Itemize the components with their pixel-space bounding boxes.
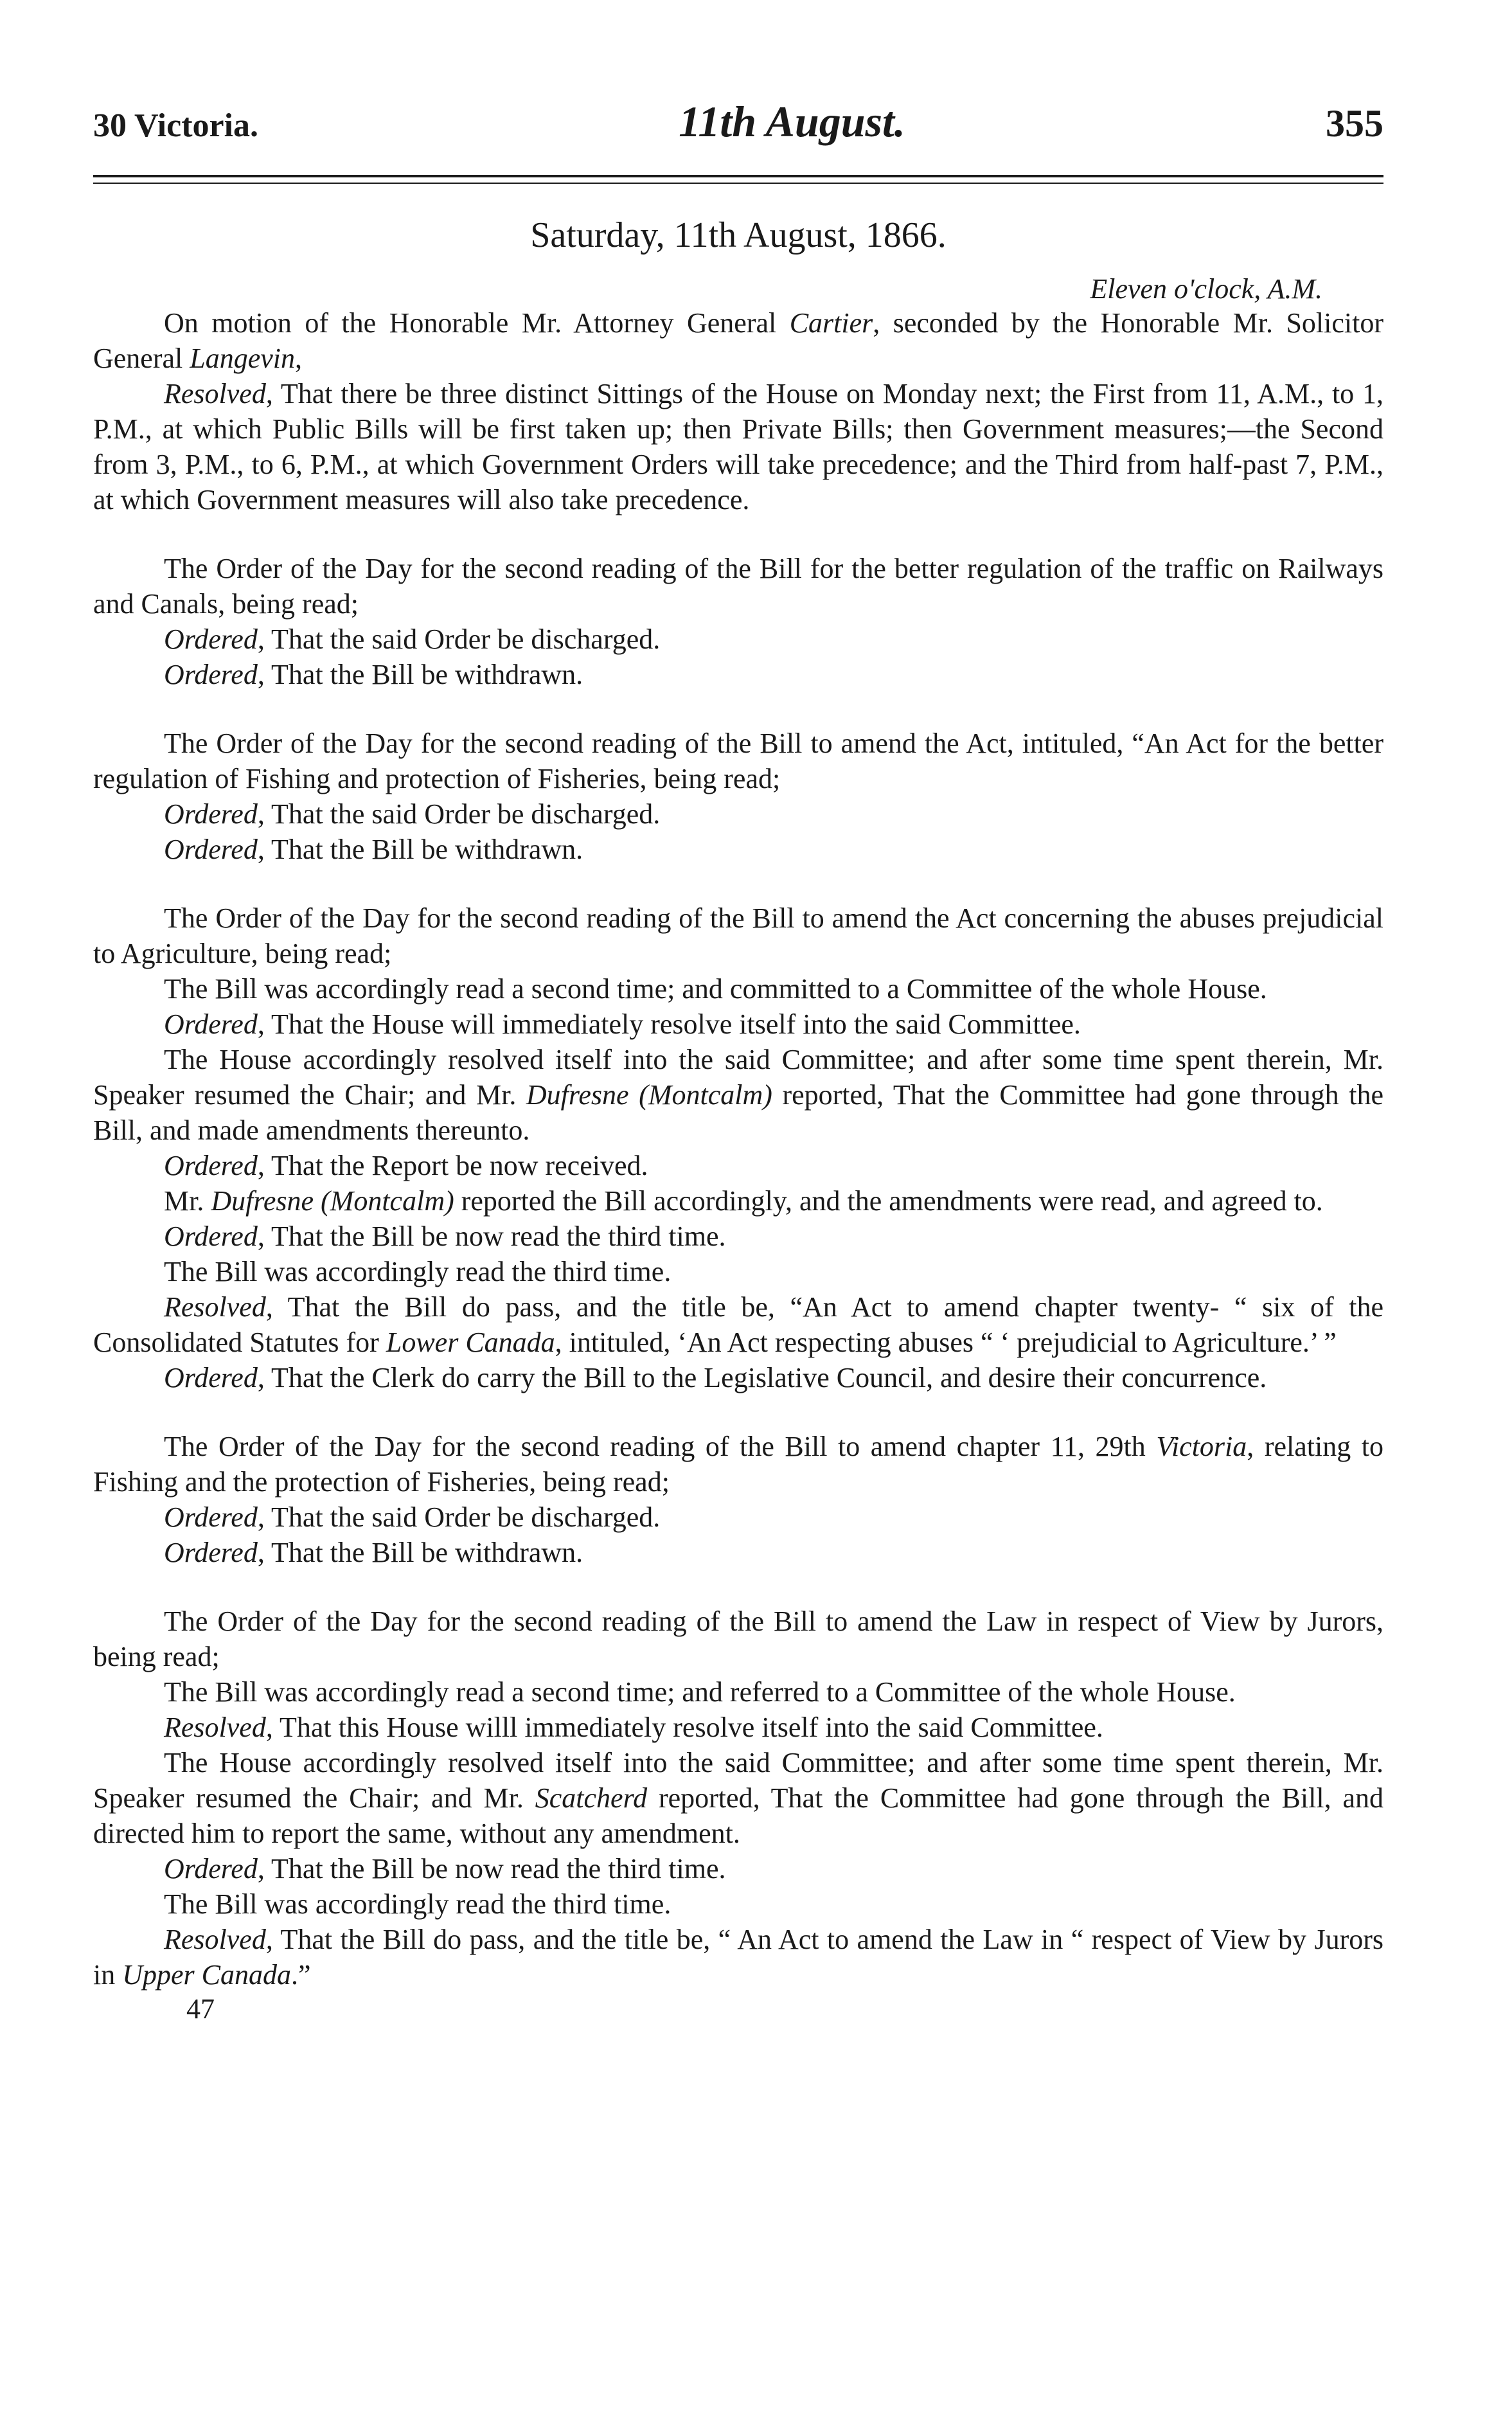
text-run: , That the Bill do pass, and the title be, “ An Act to amend the Law in “ respect of View by Jurors in	[93, 1924, 1383, 1991]
text-run: The Bill was accordingly read the third time.	[164, 1888, 672, 1920]
italic-run: Ordered	[164, 1362, 258, 1393]
paragraph	[93, 305, 1383, 376]
entry-block	[93, 551, 1383, 692]
text-run: The House accordingly resolved itself into the said Committee; and after some time spent therein, Mr. Speaker resumed the Chair; and Mr.	[93, 1747, 1383, 1814]
paragraph	[93, 1007, 1383, 1042]
text-run: , That this House willl immediately resolve itself into the said Committee.	[265, 1712, 1103, 1743]
entry-block	[93, 726, 1383, 867]
paragraph	[93, 1535, 1383, 1570]
italic-run: Cartier	[789, 307, 873, 339]
paragraph	[93, 1851, 1383, 1886]
text-run: The Bill was accordingly read the third time.	[164, 1256, 672, 1287]
text-run: , That the House will immediately resolve itself into the said Committee.	[257, 1008, 1081, 1040]
text-run: The Order of the Day for the second reading of the Bill for the better regulation of the traffic on Railways and Canals, being read;	[93, 553, 1383, 620]
paragraph	[93, 832, 1383, 867]
paragraph	[93, 1604, 1383, 1674]
signature-mark: 47	[186, 1993, 215, 2025]
text-run: The House accordingly resolved itself into the said Committee; and after some time spent therein, Mr. Speaker resumed the Chair; and Mr.	[93, 1044, 1383, 1111]
text-run: , That the said Order be discharged.	[257, 1501, 661, 1533]
header-session: 30 Victoria.	[93, 107, 259, 144]
text-run: , That the Bill be withdrawn.	[257, 659, 583, 690]
entry-block	[93, 1429, 1383, 1570]
text-run: , That the Bill be withdrawn.	[257, 1537, 583, 1568]
text-run: , That the Bill be withdrawn.	[257, 834, 583, 865]
italic-run: Ordered	[164, 798, 258, 830]
italic-run: Resolved	[164, 378, 266, 409]
paragraph	[93, 1499, 1383, 1535]
text-run: Mr.	[164, 1185, 211, 1217]
text-run: The Bill was accordingly read a second time; and referred to a Committee of the whole House.	[164, 1676, 1236, 1708]
running-header	[93, 96, 1383, 161]
paragraph	[93, 796, 1383, 832]
text-run: The Bill was accordingly read a second time; and committed to a Committee of the whole House.	[164, 973, 1267, 1005]
italic-run: Ordered	[164, 1853, 258, 1884]
italic-run: Ordered	[164, 1150, 258, 1181]
italic-run: Ordered	[164, 659, 258, 690]
italic-run: Dufresne (Montcalm)	[526, 1079, 772, 1111]
italic-run: Resolved	[164, 1291, 266, 1323]
header-date: 11th August.	[679, 97, 905, 146]
italic-run: Ordered	[164, 1501, 258, 1533]
text-run: , relating to Fishing and the protection of Fisheries, being read;	[93, 1431, 1384, 1498]
paragraph	[93, 1042, 1383, 1148]
text-run: The Order of the Day for the second reading of the Bill to amend the Act concerning the abuses prejudicial to Agriculture, being read;	[93, 902, 1383, 969]
text-run: , That the Bill do pass, and the title be, “An Act to amend chapter twenty- “ six of the Consolidated Statutes for	[93, 1291, 1383, 1358]
italic-run: Dufresne (Montcalm)	[211, 1185, 454, 1217]
italic-run: Resolved	[164, 1924, 266, 1955]
paragraph	[93, 622, 1383, 657]
text-run: , That the said Order be discharged.	[257, 623, 661, 655]
italic-run: Ordered	[164, 1221, 258, 1252]
text-run: , intituled, ‘An Act respecting abuses “ ‘ prejudicial to Agriculture.’ ”	[555, 1327, 1337, 1358]
sitting-time: Eleven o'clock, A.M.	[1090, 273, 1322, 305]
text-run: ,	[295, 343, 303, 374]
text-run: On motion of the Honorable Mr. Attorney General	[164, 307, 790, 339]
italic-run: Ordered	[164, 834, 258, 865]
paragraph	[93, 1922, 1383, 1992]
text-run: reported, That the Committee had gone through the Bill, and directed him to report the same, without any amendment.	[93, 1782, 1383, 1849]
italic-run: Ordered	[164, 623, 258, 655]
text-run: The Order of the Day for the second reading of the Bill to amend the Act, intituled, “An Act for the better regulation of Fishing and protection of Fisheries, being read;	[93, 728, 1383, 794]
italic-run: Resolved	[164, 1712, 266, 1743]
paragraph	[93, 900, 1383, 971]
paragraph	[93, 551, 1383, 622]
text-run: reported, That the Committee had gone through the Bill, and made amendments thereunto.	[93, 1079, 1383, 1146]
entry-block	[93, 305, 1383, 517]
paragraph	[93, 1674, 1383, 1710]
paragraph	[93, 1148, 1383, 1183]
paragraph	[93, 1183, 1383, 1219]
paragraph	[93, 1219, 1383, 1254]
text-run: The Order of the Day for the second reading of the Bill to amend the Law in respect of View by Jurors, being read;	[93, 1606, 1383, 1672]
italic-run: Langevin	[190, 343, 296, 374]
journal-body	[93, 305, 1383, 1992]
paragraph	[93, 1886, 1383, 1922]
paragraph	[93, 1745, 1383, 1851]
paragraph	[93, 1429, 1383, 1499]
text-run: , That the Clerk do carry the Bill to the Legislative Council, and desire their concurrence.	[257, 1362, 1267, 1393]
paragraph	[93, 971, 1383, 1007]
entry-block	[93, 1604, 1383, 1992]
paragraph	[93, 1289, 1383, 1360]
italic-run: Victoria	[1156, 1431, 1247, 1462]
text-run: , That the Report be now received.	[257, 1150, 648, 1181]
entry-block	[93, 900, 1383, 1395]
text-run: , That the Bill be now read the third time.	[257, 1853, 726, 1884]
paragraph	[93, 1710, 1383, 1745]
paragraph	[93, 1360, 1383, 1395]
italic-run: Ordered	[164, 1537, 258, 1568]
paragraph	[93, 1254, 1383, 1289]
text-run: , That the said Order be discharged.	[257, 798, 661, 830]
page-number: 355	[1325, 102, 1383, 145]
italic-run: Lower Canada	[386, 1327, 555, 1358]
paragraph	[93, 376, 1383, 517]
text-run: .”	[291, 1959, 311, 1991]
header-double-rule	[93, 175, 1383, 184]
text-run: , That the Bill be now read the third time.	[257, 1221, 726, 1252]
paragraph	[93, 657, 1383, 692]
text-run: , That there be three distinct Sittings of the House on Monday next; the First from 11, A.M., to 1, P.M., at which Public Bills will be first taken up; then Private Bills; then Government measures;—the Second from 3, P.M., to 6, P.M., at which Government Orders will take precedence; and the Third from half-past 7, P.M., at which Government measures will also take precedence.	[93, 378, 1383, 515]
italic-run: Scatcherd	[535, 1782, 648, 1814]
date-heading: Saturday, 11th August, 1866.	[530, 215, 947, 255]
italic-run: Upper Canada	[122, 1959, 292, 1991]
text-run: reported the Bill accordingly, and the amendments were read, and agreed to.	[454, 1185, 1323, 1217]
text-run: , seconded by the Honorable Mr. Solicitor General	[93, 307, 1383, 374]
text-run: The Order of the Day for the second reading of the Bill to amend chapter 11, 29th	[164, 1431, 1157, 1462]
italic-run: Ordered	[164, 1008, 258, 1040]
paragraph	[93, 726, 1383, 796]
